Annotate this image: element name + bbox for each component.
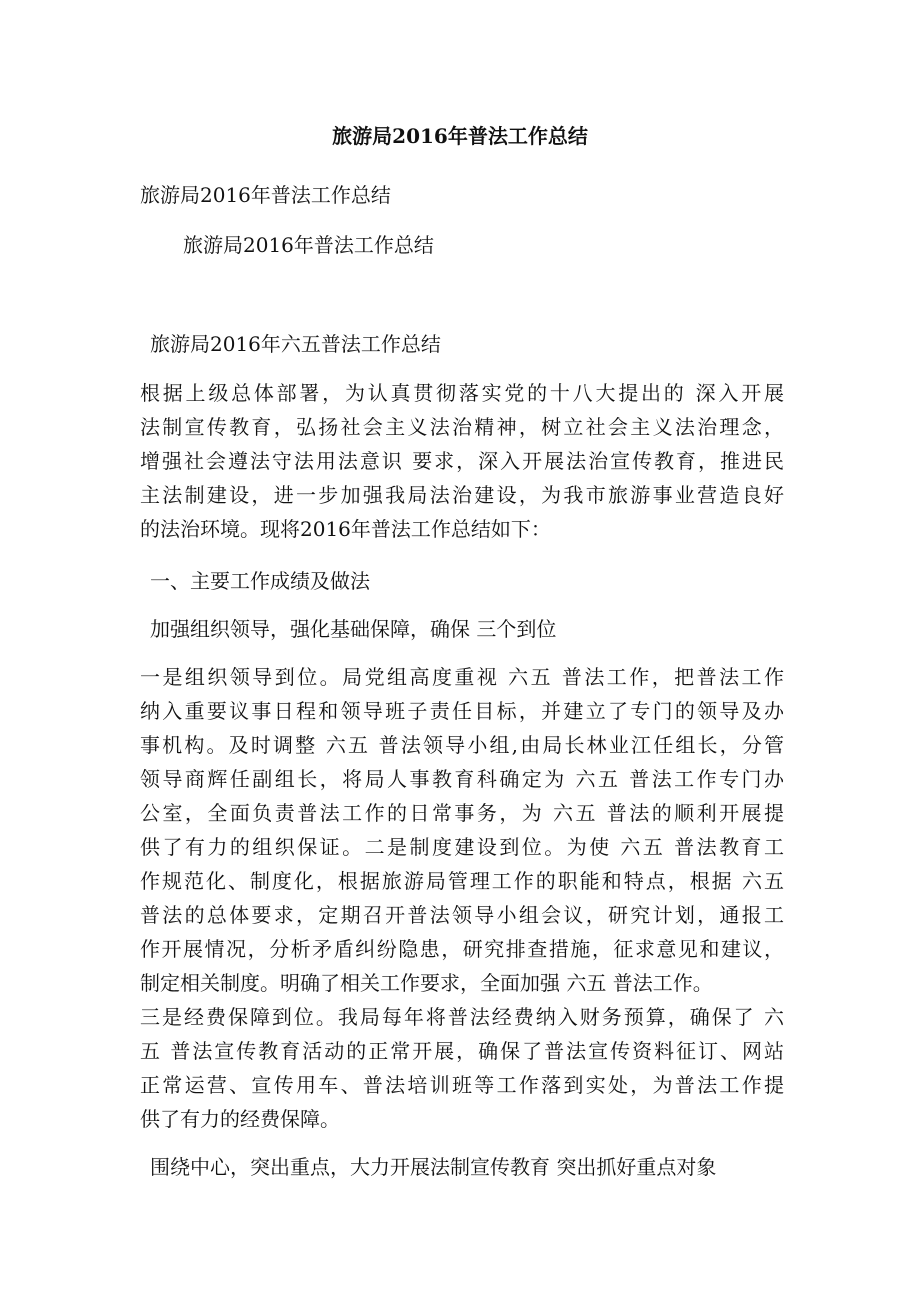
intro-line: 主法制建设，进一步加强我局法治建设，为我市旅游事业营造良好 [140,483,784,507]
body-line: 领导商辉任副组长，将局人事教育科确定为 六五 普法工作专门办 [140,767,784,791]
body-line: 作开展情况，分析矛盾纠纷隐患，研究排查措施，征求意见和建议， [140,937,784,961]
intro-line: 根据上级总体部署，为认真贯彻落实党的十八大提出的 深入开展 [140,381,784,405]
subsection-2-heading: 围绕中心，突出重点，大力开展法制宣传教育 突出抓好重点对象 [150,1155,717,1179]
section-heading: 旅游局2016年六五普法工作总结 [150,332,441,356]
body-line: 作规范化、制度化，根据旅游局管理工作的职能和特点，根据 六五 [140,869,784,893]
body-line: 供了有力的组织保证。二是制度建设到位。为使 六五 普法教育工 [140,835,784,859]
body-line: 三是经费保障到位。我局每年将普法经费纳入财务预算，确保了 六 [140,1005,784,1029]
body-line: 事机构。及时调整 六五 普法领导小组,由局长林业江任组长，分管 [140,733,784,757]
subtitle-line-2: 旅游局2016年普法工作总结 [183,233,434,257]
body-line: 供了有力的经费保障。 [140,1107,340,1131]
body-line: 一是组织领导到位。局党组高度重视 六五 普法工作，把普法工作 [140,665,784,689]
subtitle-line-1: 旅游局2016年普法工作总结 [140,183,391,207]
document-title: 旅游局2016年普法工作总结 [332,124,588,148]
intro-line: 增强社会遵法守法用法意识 要求，深入开展法治宣传教育，推进民 [140,449,784,473]
body-line: 纳入重要议事日程和领导班子责任目标，并建立了专门的领导及办 [140,699,784,723]
body-line: 五 普法宣传教育活动的正常开展，确保了普法宣传资料征订、网站 [140,1039,784,1063]
subsection-1-heading: 加强组织领导，强化基础保障，确保 三个到位 [150,617,557,641]
intro-paragraph [140,376,784,546]
intro-line: 法制宣传教育，弘扬社会主义法治精神，树立社会主义法治理念， [140,415,784,439]
body-line: 制定相关制度。明确了相关工作要求，全面加强 六五 普法工作。 [140,971,713,995]
intro-line: 的法治环境。现将2016年普法工作总结如下： [140,517,551,541]
body-paragraph [140,660,784,1136]
body-line: 普法的总体要求，定期召开普法领导小组会议，研究计划，通报工 [140,903,784,927]
body-line: 公室，全面负责普法工作的日常事务，为 六五 普法的顺利开展提 [140,801,784,825]
section-1-heading: 一、主要工作成绩及做法 [150,569,370,593]
body-line: 正常运营、宣传用车、普法培训班等工作落到实处，为普法工作提 [140,1073,784,1097]
